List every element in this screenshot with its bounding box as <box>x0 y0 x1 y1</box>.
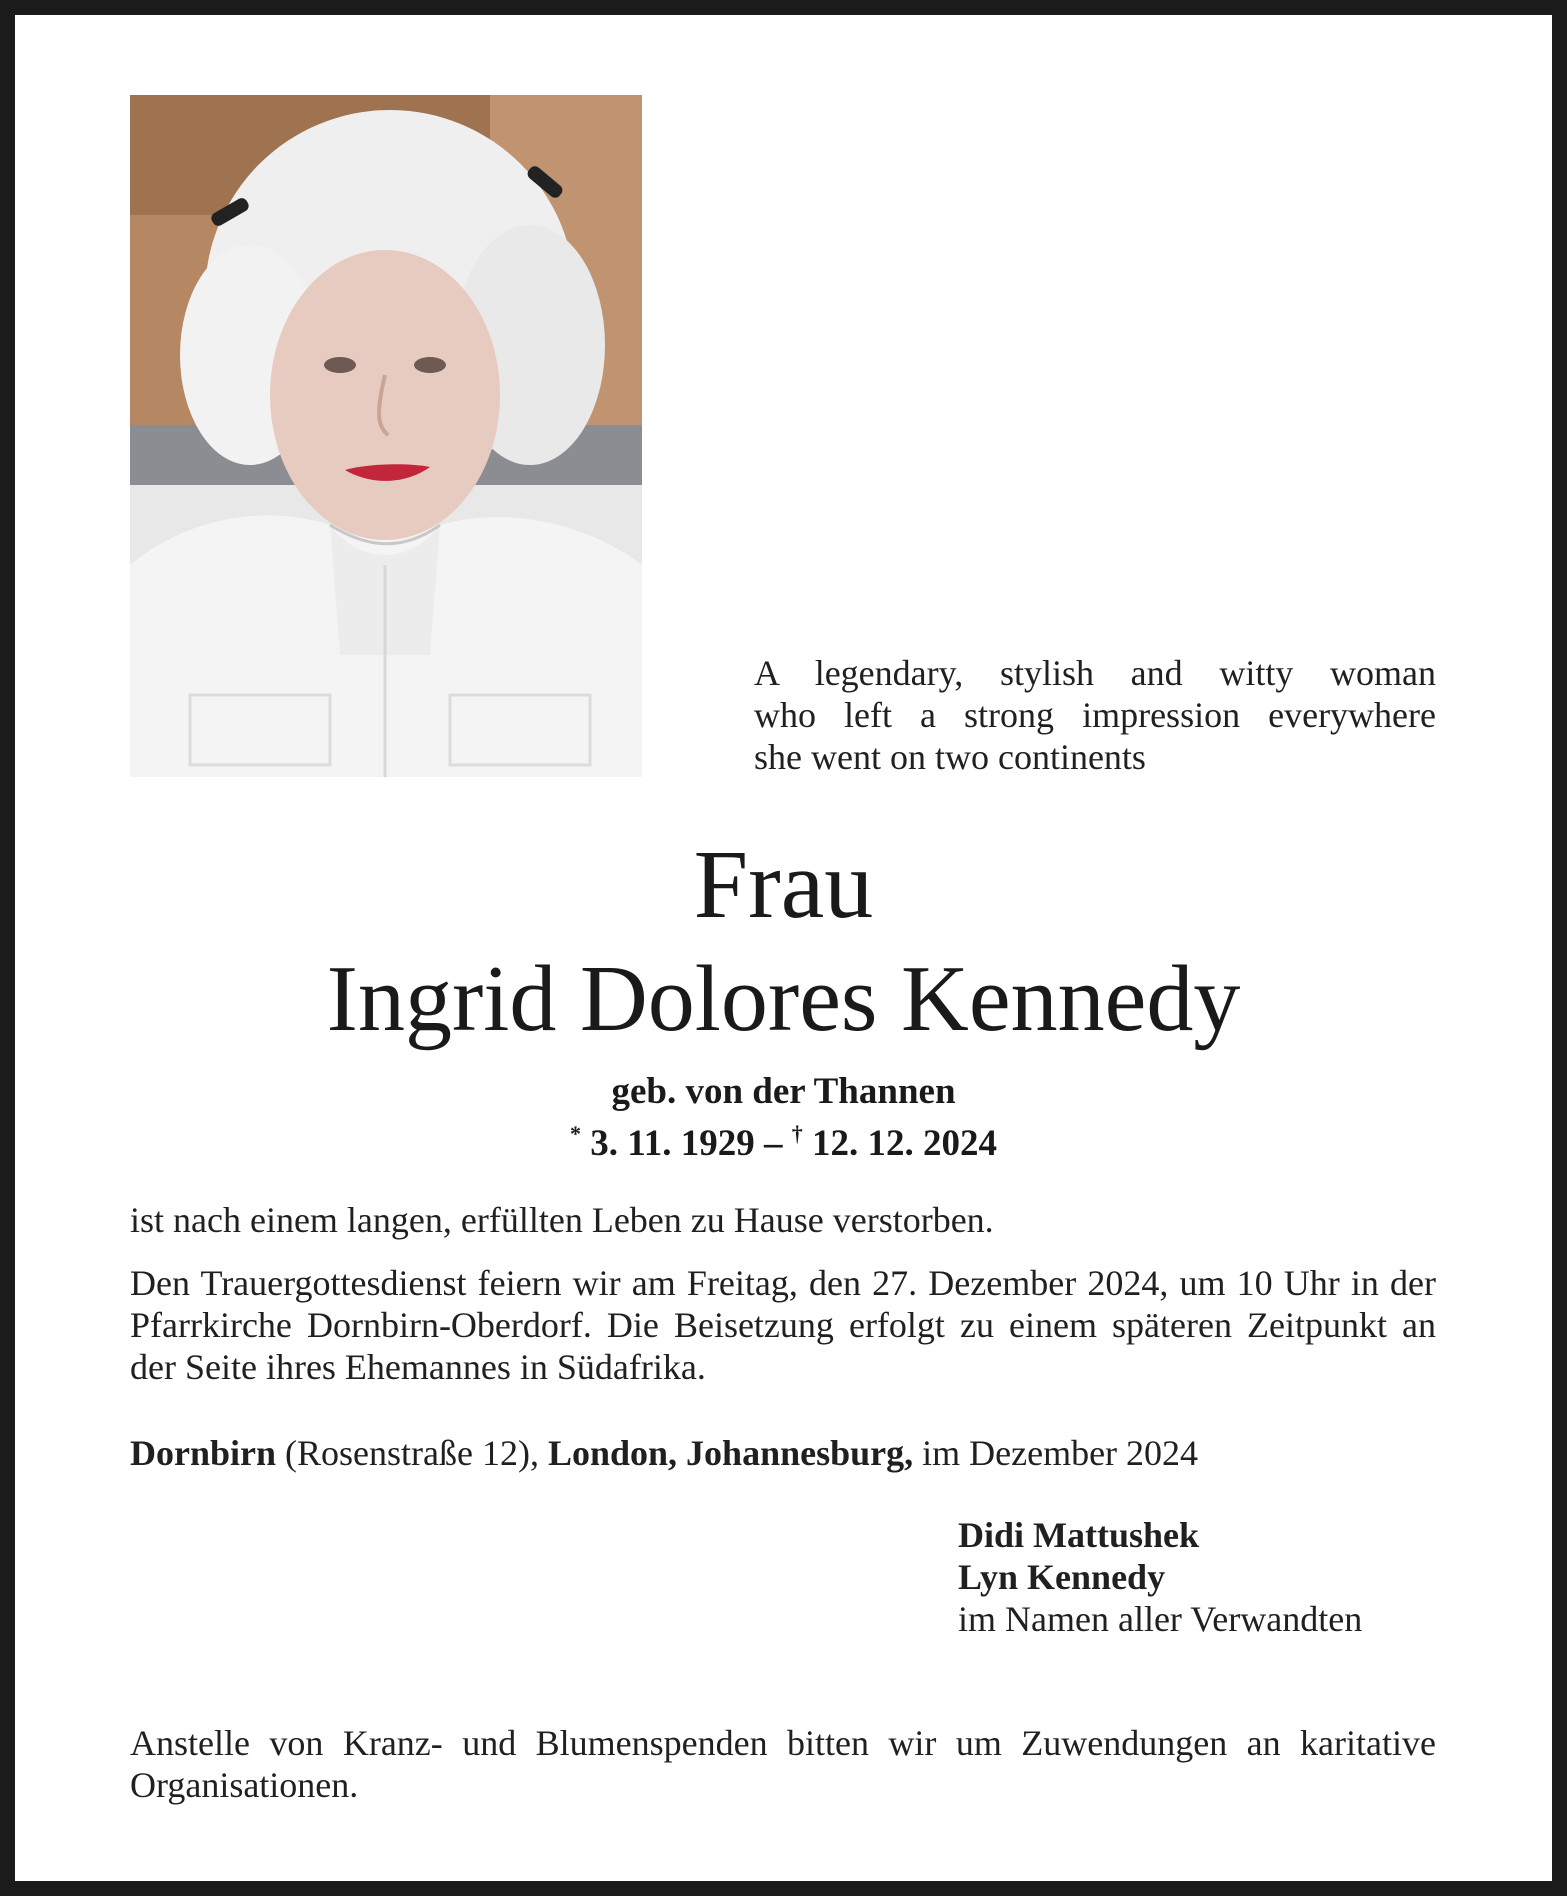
donation-request-text: Anstelle von Kranz- und Blumenspenden bitten wir um Zuwendungen an karitative Organisationen. <box>130 1723 1436 1805</box>
tagline-line-1: A legendary, stylish and witty woman <box>754 653 1436 693</box>
tagline <box>754 652 1436 778</box>
tagline-line-2: who left a strong impression everywhere <box>754 695 1436 735</box>
announcement-text: ist nach einem langen, erfüllten Leben zu Hause verstorben. <box>130 1200 994 1240</box>
death-date: 12. 12. 2024 <box>811 1123 997 1164</box>
tagline-line-3: she went on two continents <box>754 737 1146 777</box>
signers-block <box>958 1514 1438 1640</box>
signer-name-2: Lyn Kennedy <box>958 1557 1166 1597</box>
death-symbol: † <box>791 1121 803 1146</box>
signer-name-1: Didi Mattushek <box>958 1515 1200 1555</box>
place-london-johannesburg: London, Johannesburg, <box>547 1433 914 1473</box>
life-dates <box>0 1113 1567 1165</box>
signers-note: im Namen aller Verwandten <box>958 1599 1363 1639</box>
place-dornbirn: Dornbirn <box>130 1433 277 1473</box>
honorific: Frau <box>693 831 874 939</box>
date-separator: – <box>754 1123 792 1164</box>
deceased-name: Ingrid Dolores Kennedy <box>326 947 1241 1051</box>
maiden-name: geb. von der Thannen <box>611 1071 956 1112</box>
funeral-service-text: Den Trauergottesdienst feiern wir am Freitag, den 27. Dezember 2024, um 10 Uhr in der Pfarrkirche Dornbirn-Oberdorf. Die Beisetzung erfolgt zu einem späteren Zeitpunkt an der Seite ihres Ehemannes in Südafrika. <box>130 1263 1436 1387</box>
month-date: im Dezember 2024 <box>913 1433 1199 1473</box>
portrait-illustration <box>130 95 642 777</box>
places-and-date <box>130 1432 1436 1474</box>
address: (Rosenstraße 12), <box>276 1433 548 1473</box>
portrait-photo <box>130 95 642 777</box>
birth-symbol: * <box>570 1121 582 1146</box>
birth-date: 3. 11. 1929 <box>590 1123 755 1164</box>
